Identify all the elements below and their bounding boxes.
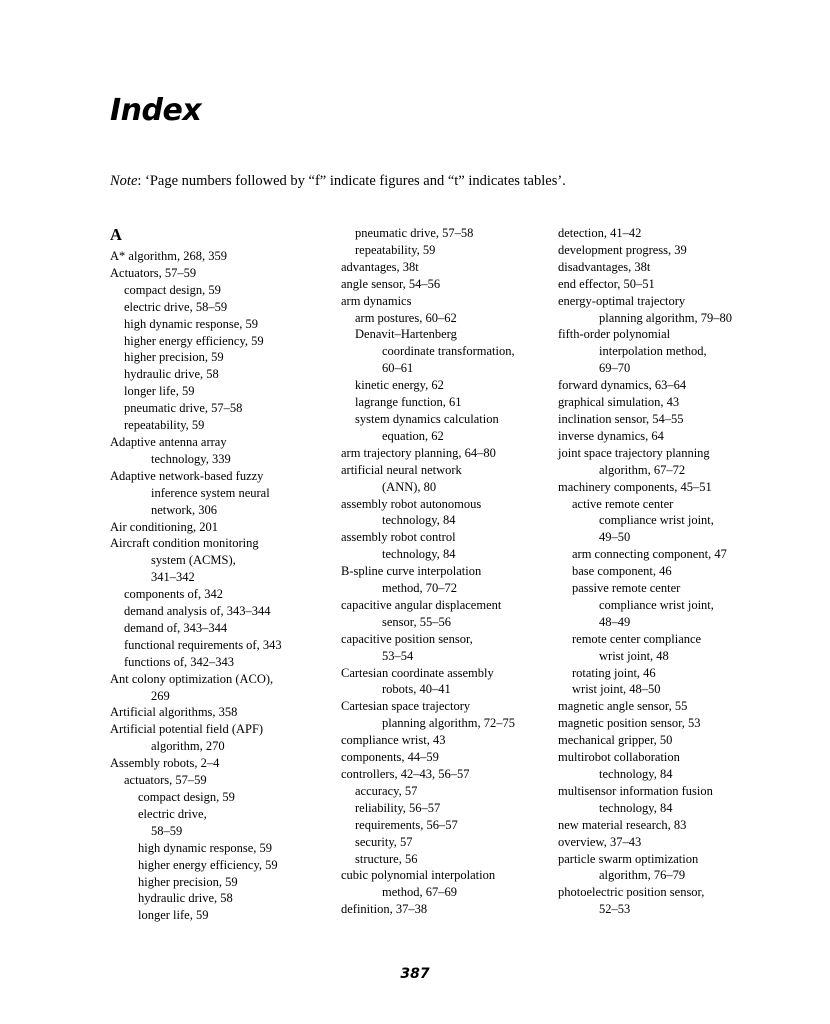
index-entry-text: higher precision, 59 xyxy=(138,874,238,889)
index-entry-text: inverse dynamics, 64 xyxy=(558,428,664,443)
index-entry-text: magnetic position sensor, 53 xyxy=(558,716,701,731)
index-entry xyxy=(110,400,330,417)
index-entry-text: components, 44–59 xyxy=(341,750,439,765)
index-entry-text: wrist joint, 48–50 xyxy=(572,682,661,697)
index-entry xyxy=(341,631,551,665)
index-entry xyxy=(558,479,768,496)
index-entry-text: high dynamic response, 59 xyxy=(124,316,259,331)
index-entry xyxy=(558,259,768,276)
index-entry-text: mechanical gripper, 50 xyxy=(558,733,673,748)
index-entry-continuation: compliance wrist joint, xyxy=(599,597,714,612)
index-entry-text: repeatability, 59 xyxy=(355,242,436,257)
index-entry-text: assembly robot control xyxy=(341,530,456,545)
index-entry-text: requirements, 56–57 xyxy=(355,817,458,832)
index-entry-text: longer life, 59 xyxy=(124,384,195,399)
index-entry-text: Adaptive antenna array xyxy=(110,434,227,449)
index-entry xyxy=(558,377,768,394)
index-entry-text: high dynamic response, 59 xyxy=(138,840,273,855)
index-entry xyxy=(110,772,330,789)
index-entry xyxy=(341,732,551,749)
index-entry xyxy=(558,851,768,885)
index-entry xyxy=(558,698,768,715)
index-entry xyxy=(341,698,551,732)
index-entry xyxy=(341,377,551,394)
index-entry-text: multirobot collaboration xyxy=(558,750,680,765)
index-entry-continuation: technology, 339 xyxy=(151,451,231,466)
index-entry-text: capacitive position sensor, xyxy=(341,631,473,646)
index-entry xyxy=(110,874,330,891)
index-entry xyxy=(110,620,330,637)
index-entry-text: Denavit–Hartenberg xyxy=(355,327,457,342)
index-entry xyxy=(110,299,330,316)
note-text: : ‘Page numbers followed by “f” indicate figures and “t” indicates tables’. xyxy=(137,173,566,189)
index-entry-text: angle sensor, 54–56 xyxy=(341,276,441,291)
index-entry xyxy=(341,411,551,445)
index-entry-continuation: 341–342 xyxy=(151,570,195,585)
index-entry-text: demand analysis of, 343–344 xyxy=(124,604,271,619)
page-number: 387 xyxy=(400,966,430,982)
index-entry-text: Air conditioning, 201 xyxy=(110,519,218,534)
index-entry-text: definition, 37–38 xyxy=(341,902,428,917)
index-entry xyxy=(341,901,551,918)
index-entry-text: B-spline curve interpolation xyxy=(341,564,482,579)
section-letter: A xyxy=(110,225,122,244)
index-entry-text: functions of, 342–343 xyxy=(124,654,235,669)
index-entry-text: multisensor information fusion xyxy=(558,783,713,798)
index-entry xyxy=(341,225,551,242)
index-entry-text: arm dynamics xyxy=(341,293,412,308)
index-entry-text: pneumatic drive, 57–58 xyxy=(124,401,243,416)
index-entry xyxy=(110,434,330,468)
index-entry xyxy=(341,563,551,597)
index-entry xyxy=(110,857,330,874)
index-entry-continuation: 69–70 xyxy=(599,361,631,376)
index-entry-text: cubic polynomial interpolation xyxy=(341,868,496,883)
index-entry-text: reliability, 56–57 xyxy=(355,800,441,815)
index-entry xyxy=(110,349,330,366)
index-entry-text: electric drive, 58–59 xyxy=(124,299,228,314)
index-entry-text: accuracy, 57 xyxy=(355,783,418,798)
index-entry-text: artificial neural network xyxy=(341,462,462,477)
index-entry xyxy=(110,806,330,840)
index-column-1 xyxy=(110,225,330,924)
index-column-2 xyxy=(341,225,551,918)
index-entry-text: new material research, 83 xyxy=(558,817,687,832)
index-entry-continuation: 269 xyxy=(151,688,170,703)
index-entry xyxy=(341,834,551,851)
index-entry-continuation: compliance wrist joint, xyxy=(599,513,714,528)
index-entry-text: demand of, 343–344 xyxy=(124,620,228,635)
index-entry xyxy=(341,394,551,411)
index-entry-text: graphical simulation, 43 xyxy=(558,395,680,410)
index-entry-text: Artificial potential field (APF) xyxy=(110,722,264,737)
index-entry-text: higher energy efficiency, 59 xyxy=(124,333,264,348)
index-entry xyxy=(110,383,330,400)
index-entry-text: Actuators, 57–59 xyxy=(110,265,197,280)
index-entry xyxy=(110,282,330,299)
index-entry xyxy=(110,789,330,806)
index-entry xyxy=(110,535,330,586)
index-entry xyxy=(558,631,768,665)
index-entry-text: end effector, 50–51 xyxy=(558,276,655,291)
index-entry xyxy=(341,800,551,817)
index-entry xyxy=(110,248,330,265)
index-entry xyxy=(558,225,768,242)
index-entry-text: energy-optimal trajectory xyxy=(558,293,686,308)
index-entry-text: photoelectric position sensor, xyxy=(558,885,705,900)
index-entry-text: active remote center xyxy=(572,496,674,511)
index-entry xyxy=(558,326,768,377)
index-entry xyxy=(110,907,330,924)
index-entry-continuation: algorithm, 67–72 xyxy=(599,462,686,477)
index-entry xyxy=(110,519,330,536)
index-entry-continuation: algorithm, 270 xyxy=(151,739,225,754)
index-entry-text: hydraulic drive, 58 xyxy=(138,891,233,906)
index-entry xyxy=(110,890,330,907)
index-entry-text: arm connecting component, 47 xyxy=(572,547,727,562)
index-entry-continuation: sensor, 55–56 xyxy=(382,614,451,629)
index-entry-text: remote center compliance xyxy=(572,631,702,646)
index-entry xyxy=(558,242,768,259)
index-entry-text: assembly robot autonomous xyxy=(341,496,482,511)
index-entry xyxy=(110,721,330,755)
index-entry xyxy=(110,637,330,654)
index-entry-text: functional requirements of, 343 xyxy=(124,637,282,652)
index-entry-continuation: 60–61 xyxy=(382,361,414,376)
index-entry xyxy=(558,665,768,682)
index-entry-continuation: 48–49 xyxy=(599,614,631,629)
index-entry xyxy=(341,783,551,800)
index-entry-continuation: network, 306 xyxy=(151,502,217,517)
index-entry xyxy=(110,603,330,620)
index-entry-continuation: equation, 62 xyxy=(382,428,444,443)
index-entry-text: Cartesian space trajectory xyxy=(341,699,471,714)
index-entry-text: lagrange function, 61 xyxy=(355,395,462,410)
index-entry xyxy=(341,259,551,276)
note-label: Note xyxy=(110,173,138,189)
index-entry-continuation: technology, 84 xyxy=(382,547,456,562)
index-entry-continuation: technology, 84 xyxy=(382,513,456,528)
index-entry-text: pneumatic drive, 57–58 xyxy=(355,226,474,240)
index-entry-text: joint space trajectory planning xyxy=(558,445,710,460)
index-entry-text: Cartesian coordinate assembly xyxy=(341,665,494,680)
index-entry-text: Ant colony optimization (ACO), xyxy=(110,671,274,686)
index-entry-continuation: planning algorithm, 79–80 xyxy=(599,310,732,325)
index-entry xyxy=(558,834,768,851)
index-entry xyxy=(341,665,551,699)
index-entry-text: base component, 46 xyxy=(572,564,672,579)
index-entry xyxy=(558,496,768,547)
index-entry-continuation: 58–59 xyxy=(151,823,183,838)
index-entry-text: overview, 37–43 xyxy=(558,834,642,849)
index-entry xyxy=(341,496,551,530)
note-line xyxy=(110,173,566,190)
index-entry-continuation: method, 67–69 xyxy=(382,885,457,900)
index-entry xyxy=(341,293,551,310)
index-entry xyxy=(110,417,330,434)
index-entry xyxy=(341,310,551,327)
index-entry xyxy=(558,546,768,563)
index-entry xyxy=(110,468,330,519)
index-entry-text: forward dynamics, 63–64 xyxy=(558,378,687,393)
index-entry-text: compact design, 59 xyxy=(124,282,221,297)
index-entry-continuation: algorithm, 76–79 xyxy=(599,868,686,883)
index-entry xyxy=(341,242,551,259)
index-entry-text: system dynamics calculation xyxy=(355,411,499,426)
index-entry xyxy=(110,671,330,705)
index-entry-text: arm postures, 60–62 xyxy=(355,310,457,325)
index-entry-continuation: wrist joint, 48 xyxy=(599,648,669,663)
index-entry xyxy=(341,326,551,377)
index-entry-continuation: coordinate transformation, xyxy=(382,344,515,359)
index-entry xyxy=(341,276,551,293)
index-entry xyxy=(558,783,768,817)
index-entry-text: higher precision, 59 xyxy=(124,350,224,365)
index-entry xyxy=(558,445,768,479)
index-entry-text: development progress, 39 xyxy=(558,242,687,257)
index-entry xyxy=(558,715,768,732)
index-entry-text: repeatability, 59 xyxy=(124,418,205,433)
index-entry-text: machinery components, 45–51 xyxy=(558,479,712,494)
index-entry xyxy=(110,333,330,350)
index-entry-text: disadvantages, 38t xyxy=(558,259,651,274)
index-entry xyxy=(110,366,330,383)
index-entry xyxy=(341,867,551,901)
index-column-3 xyxy=(558,225,768,918)
index-entry xyxy=(558,428,768,445)
index-entry-text: longer life, 59 xyxy=(138,908,209,923)
index-entry xyxy=(110,265,330,282)
index-entry-text: inclination sensor, 54–55 xyxy=(558,411,684,426)
index-entry-continuation: planning algorithm, 72–75 xyxy=(382,716,515,731)
index-entry-continuation: 49–50 xyxy=(599,530,631,545)
index-entry-text: Adaptive network-based fuzzy xyxy=(110,468,264,483)
index-entry-text: structure, 56 xyxy=(355,851,418,866)
index-entry xyxy=(558,411,768,428)
index-entry xyxy=(558,563,768,580)
index-entry-continuation: 53–54 xyxy=(382,648,414,663)
index-entry xyxy=(110,654,330,671)
index-entry-continuation: interpolation method, xyxy=(599,344,707,359)
index-entry-text: Aircraft condition monitoring xyxy=(110,536,259,551)
index-entry-text: electric drive, xyxy=(138,806,207,821)
index-entry-text: particle swarm optimization xyxy=(558,851,699,866)
index-entry xyxy=(341,529,551,563)
index-entry-text: capacitive angular displacement xyxy=(341,597,502,612)
index-entry xyxy=(341,749,551,766)
index-entry xyxy=(110,586,330,603)
index-entry-continuation: system (ACMS), xyxy=(151,553,236,568)
index-entry-text: components of, 342 xyxy=(124,587,223,602)
index-entry xyxy=(558,394,768,411)
index-entry xyxy=(110,316,330,333)
index-entry-text: Assembly robots, 2–4 xyxy=(110,756,220,771)
index-entry-continuation: technology, 84 xyxy=(599,767,673,781)
index-entry xyxy=(558,580,768,631)
index-entry-text: hydraulic drive, 58 xyxy=(124,367,219,382)
index-entry-text: higher energy efficiency, 59 xyxy=(138,857,278,872)
index-entry-continuation: robots, 40–41 xyxy=(382,682,451,697)
index-entry-text: magnetic angle sensor, 55 xyxy=(558,699,688,714)
index-entry-text: A* algorithm, 268, 359 xyxy=(110,249,228,263)
index-entry-text: arm trajectory planning, 64–80 xyxy=(341,445,496,460)
index-entry xyxy=(558,681,768,698)
index-entry-text: Artificial algorithms, 358 xyxy=(110,705,238,720)
index-entry-continuation: inference system neural xyxy=(151,485,270,500)
index-entry xyxy=(558,884,768,918)
index-entry xyxy=(110,840,330,857)
index-entry xyxy=(341,462,551,496)
index-entry-text: advantages, 38t xyxy=(341,259,419,274)
index-entry xyxy=(341,445,551,462)
index-entry-continuation: method, 70–72 xyxy=(382,581,457,596)
index-title: Index xyxy=(110,93,202,128)
index-entry-text: fifth-order polynomial xyxy=(558,327,671,342)
index-entry-text: detection, 41–42 xyxy=(558,226,642,240)
index-entry xyxy=(558,749,768,783)
index-entry xyxy=(341,817,551,834)
index-entry-text: compact design, 59 xyxy=(138,790,235,804)
index-entry-text: actuators, 57–59 xyxy=(124,773,207,788)
index-entry xyxy=(110,755,330,772)
index-entry xyxy=(110,704,330,721)
index-entry xyxy=(558,293,768,327)
index-entry xyxy=(558,817,768,834)
index-entry-text: security, 57 xyxy=(355,834,413,849)
index-entry xyxy=(558,732,768,749)
index-entry xyxy=(341,766,551,783)
index-entry xyxy=(341,851,551,868)
index-entry-continuation: (ANN), 80 xyxy=(382,479,437,494)
index-entry xyxy=(558,276,768,293)
index-entry-text: kinetic energy, 62 xyxy=(355,378,444,393)
index-entry-continuation: 52–53 xyxy=(599,902,631,917)
index-entry-continuation: technology, 84 xyxy=(599,800,673,815)
index-entry xyxy=(341,597,551,631)
index-entry-text: controllers, 42–43, 56–57 xyxy=(341,767,470,781)
index-entry-text: compliance wrist, 43 xyxy=(341,733,446,748)
index-entry-text: rotating joint, 46 xyxy=(572,665,656,680)
index-entry-text: passive remote center xyxy=(572,581,681,596)
